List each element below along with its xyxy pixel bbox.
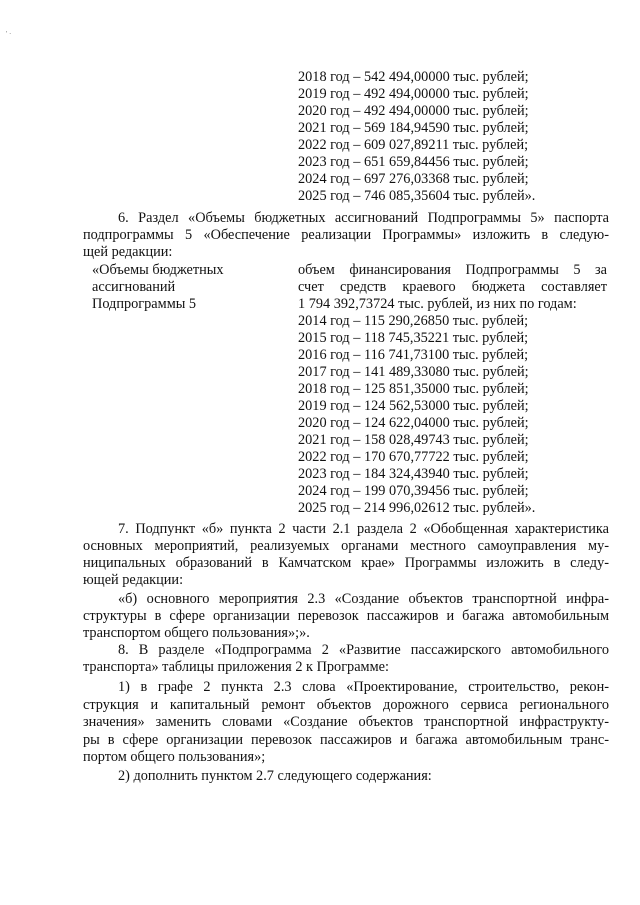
- table-label-line: ассигнований: [92, 279, 176, 295]
- list-item: 2020 год – 124 622,04000 тыс. рублей;: [298, 415, 529, 431]
- paragraph-line: основных мероприятий, реализуемых органами местного самоуправления му-: [83, 538, 609, 554]
- list-item: 2023 год – 184 324,43940 тыс. рублей;: [298, 466, 529, 482]
- list-item: 2014 год – 115 290,26850 тыс. рублей;: [298, 313, 529, 329]
- table-label-line: «Объемы бюджетных: [92, 262, 224, 278]
- corner-mark: ' ·: [6, 30, 12, 38]
- list-item: 2023 год – 651 659,84456 тыс. рублей;: [298, 154, 529, 170]
- table-value-line: 1 794 392,73724 тыс. рублей, из них по годам:: [298, 296, 577, 312]
- paragraph-line: значения» заменить словами «Создание объектов транспортной инфраструкту-: [83, 714, 609, 730]
- paragraph-item-8-sub-2: 2) дополнить пунктом 2.7 следующего содержания:: [118, 768, 432, 784]
- paragraph-line: 8. В разделе «Подпрограмма 2 «Развитие пассажирского автомобильного: [118, 642, 609, 658]
- list-item: 2025 год – 214 996,02612 тыс. рублей».: [298, 500, 536, 516]
- paragraph-line: транспортом общего пользования»;».: [83, 625, 310, 641]
- paragraph-line: струкция и капитальный ремонт объектов дорожного сервиса регионального: [83, 697, 609, 713]
- table-value-line: счет средств краевого бюджета составляет: [298, 279, 607, 295]
- paragraph-line: транспорта» таблицы приложения 2 к Программе:: [83, 659, 389, 675]
- list-item: 2025 год – 746 085,35604 тыс. рублей».: [298, 188, 536, 204]
- list-item: 2019 год – 124 562,53000 тыс. рублей;: [298, 398, 529, 414]
- list-item: 2024 год – 199 070,39456 тыс. рублей;: [298, 483, 529, 499]
- paragraph-line: ниципальных образований в Камчатском крае» Программы изложить в следу-: [83, 555, 609, 571]
- paragraph-line: ры в сфере организации перевозок пассажиров и багажа автомобильным транс-: [83, 732, 609, 748]
- paragraph-line: 7. Подпункт «б» пункта 2 части 2.1 раздела 2 «Обобщенная характеристика: [118, 521, 609, 537]
- list-item: 2018 год – 542 494,00000 тыс. рублей;: [298, 69, 529, 85]
- list-item: 2016 год – 116 741,73100 тыс. рублей;: [298, 347, 529, 363]
- paragraph-line: 6. Раздел «Объемы бюджетных ассигнований Подпрограммы 5» паспорта: [118, 210, 609, 226]
- paragraph-line: «б) основного мероприятия 2.3 «Создание объектов транспортной инфра-: [118, 591, 609, 607]
- list-item: 2024 год – 697 276,03368 тыс. рублей;: [298, 171, 529, 187]
- list-item: 2015 год – 118 745,35221 тыс. рублей;: [298, 330, 529, 346]
- list-item: 2019 год – 492 494,00000 тыс. рублей;: [298, 86, 529, 102]
- paragraph-line: щей редакции:: [83, 244, 173, 260]
- paragraph-line: 1) в графе 2 пункта 2.3 слова «Проектирование, строительство, рекон-: [118, 679, 609, 695]
- table-value-line: объем финансирования Подпрограммы 5 за: [298, 262, 607, 278]
- paragraph-line: подпрограммы 5 «Обеспечение реализации Программы» изложить в следую-: [83, 227, 609, 243]
- list-item: 2021 год – 158 028,49743 тыс. рублей;: [298, 432, 529, 448]
- list-item: 2021 год – 569 184,94590 тыс. рублей;: [298, 120, 529, 136]
- paragraph-line: портом общего пользования»;: [83, 749, 266, 765]
- table-label-line: Подпрограммы 5: [92, 296, 197, 312]
- list-item: 2022 год – 170 670,77722 тыс. рублей;: [298, 449, 529, 465]
- list-item: 2017 год – 141 489,33080 тыс. рублей;: [298, 364, 529, 380]
- list-item: 2018 год – 125 851,35000 тыс. рублей;: [298, 381, 529, 397]
- list-item: 2022 год – 609 027,89211 тыс. рублей;: [298, 137, 529, 153]
- list-item: 2020 год – 492 494,00000 тыс. рублей;: [298, 103, 529, 119]
- paragraph-line: структуры в сфере организации перевозок пассажиров и багажа автомобильным: [83, 608, 609, 624]
- paragraph-line: ющей редакции:: [83, 572, 184, 588]
